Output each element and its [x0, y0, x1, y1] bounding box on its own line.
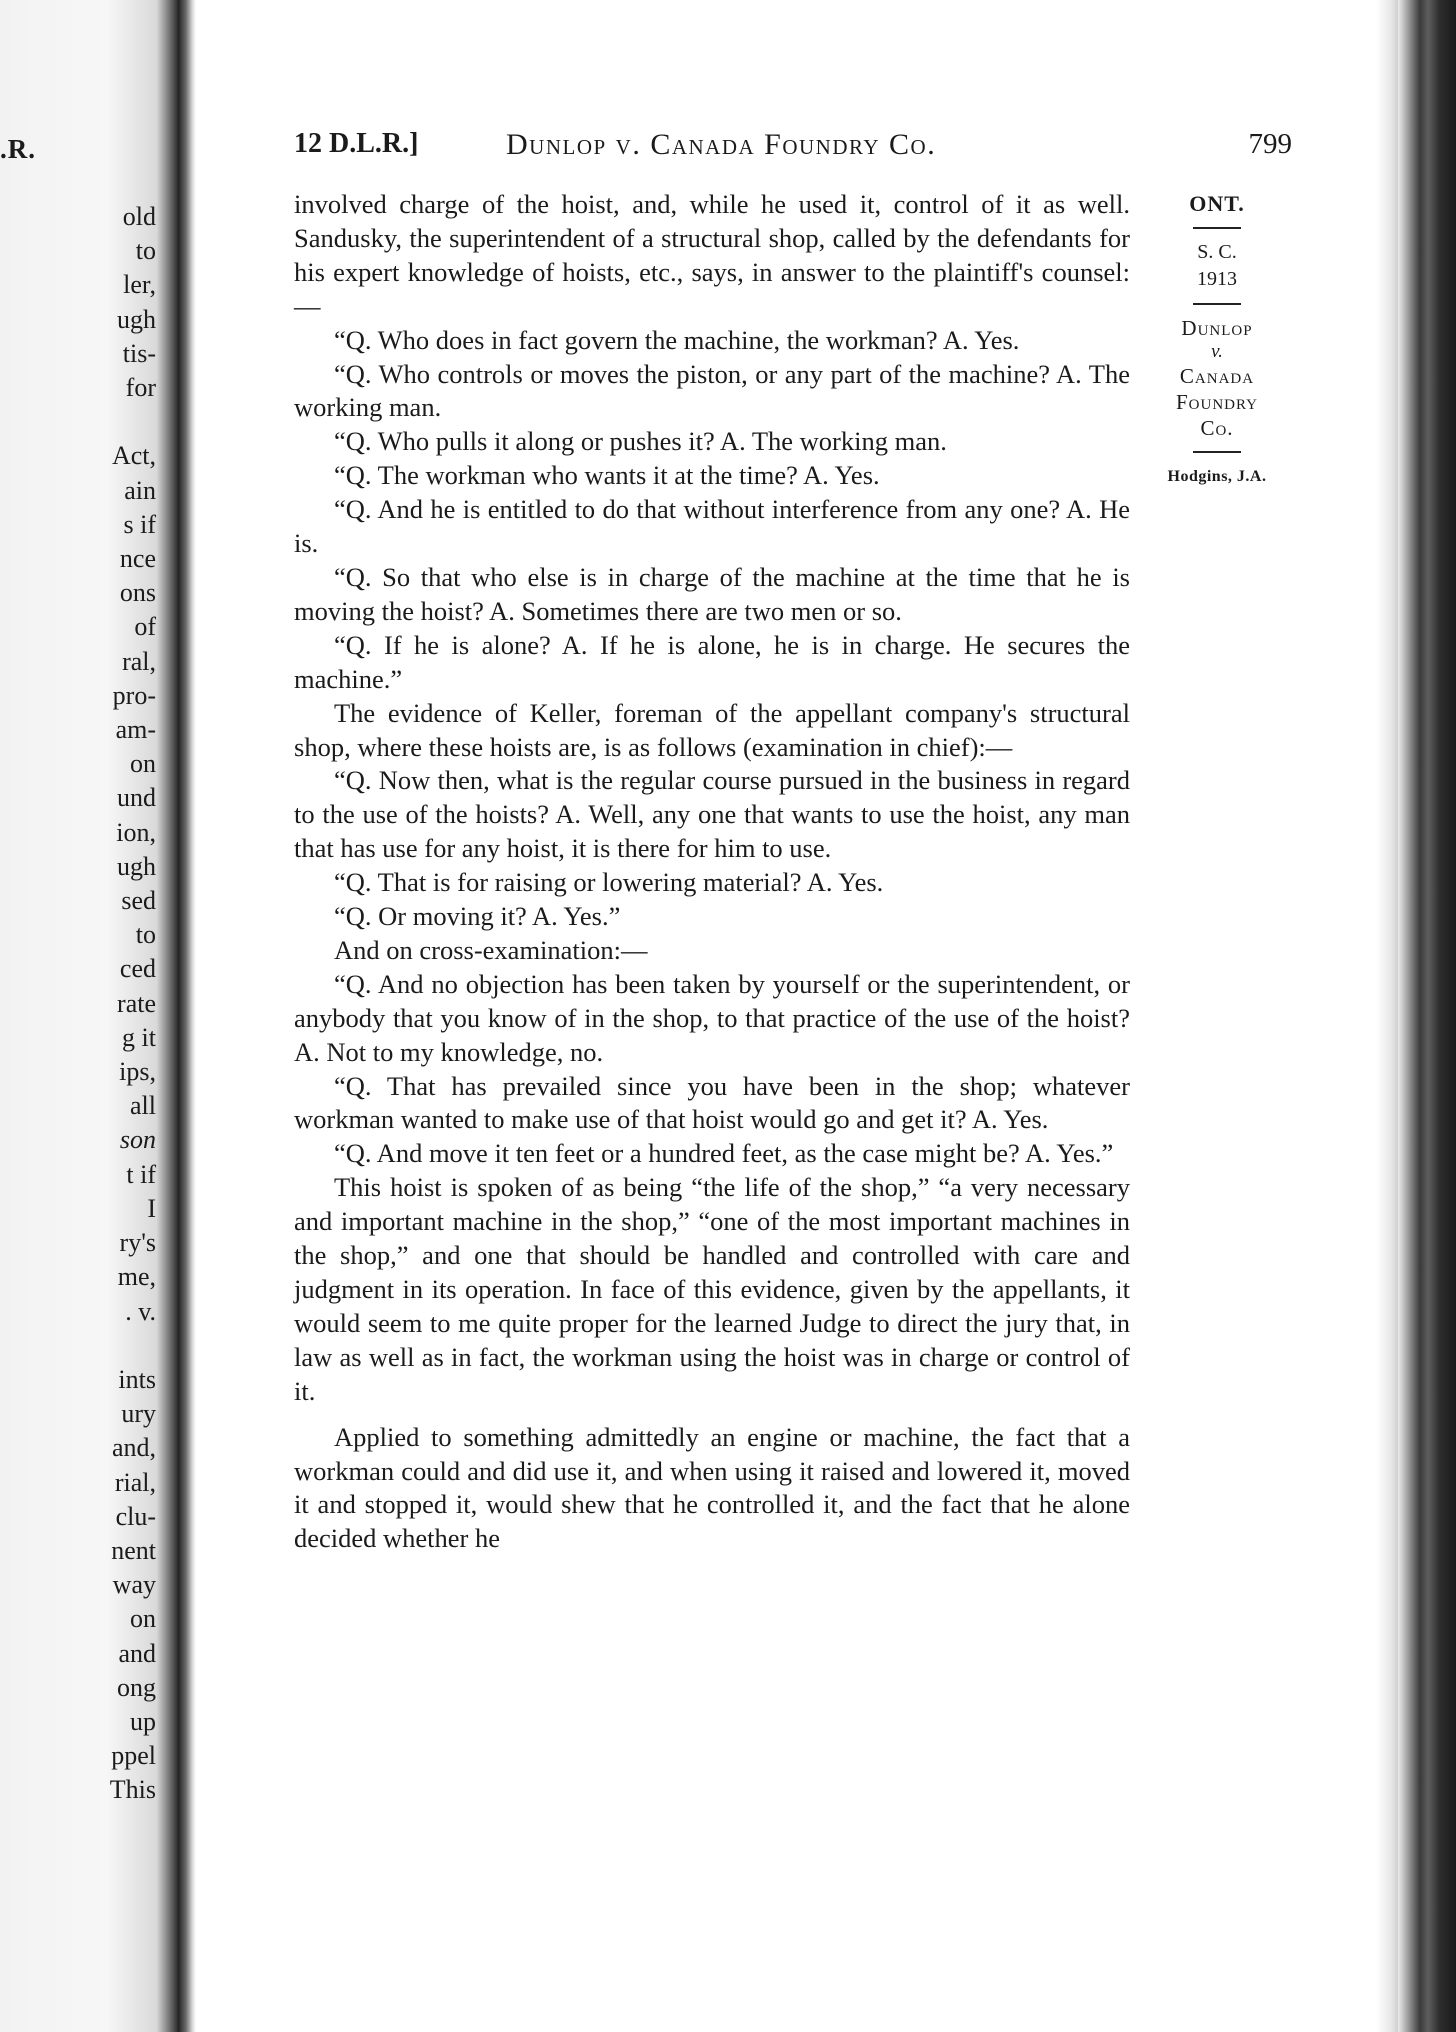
facing-page — [0, 0, 178, 2032]
facing-page-text — [6, 200, 156, 1808]
paragraph: involved charge of the hoist, and, while he used it, control of it as well. Sandusky, the superintendent of a structural shop, called by the defendants for his expert knowledge of hoists, etc., says, in answer to the plaintiff's counsel:— — [294, 189, 1130, 321]
testimony-paragraph: “Q. So that who else is in charge of the machine at the time that he is moving the hoist? A. Sometimes there are two men or so. — [294, 561, 1130, 626]
facing-line: nent — [111, 1535, 156, 1565]
facing-line: ppel — [111, 1741, 156, 1771]
testimony-paragraph: “Q. Who pulls it along or pushes it? A. The working man. — [334, 426, 947, 457]
facing-line: t if — [126, 1159, 156, 1189]
facing-line: ugh — [117, 851, 156, 881]
volume-reference: 12 D.L.R.] — [294, 128, 419, 159]
testimony-paragraph: “Q. That is for raising or lowering material? A. Yes. — [334, 867, 884, 898]
side-rule — [1193, 303, 1241, 305]
facing-line: nce — [119, 544, 156, 574]
facing-line: all — [130, 1091, 156, 1121]
facing-line: ain — [124, 475, 156, 505]
facing-line: up — [130, 1706, 156, 1736]
facing-line: This — [109, 1775, 156, 1805]
facing-page-header: .R. — [0, 134, 36, 164]
facing-line: ips, — [119, 1057, 156, 1087]
facing-line: I — [147, 1193, 156, 1223]
facing-line: ints — [118, 1364, 156, 1394]
side-rule — [1193, 227, 1241, 229]
facing-line: g it — [122, 1022, 156, 1052]
testimony-paragraph: “Q. That has prevailed since you have been in the shop; whatever workman wanted to make use of that hoist would go and get it? A. Yes. — [294, 1070, 1130, 1135]
facing-line: son — [119, 1125, 156, 1155]
facing-line: on — [130, 749, 156, 779]
judge-name: Hodgins, J.A. — [1167, 468, 1267, 485]
running-header — [294, 128, 1292, 168]
facing-line — [6, 405, 156, 439]
facing-line: and, — [111, 1433, 156, 1463]
facing-line: s if — [123, 509, 156, 539]
facing-line: sed — [121, 886, 156, 916]
testimony-paragraph: “Q. Who controls or moves the piston, or any part of the machine? A. The working man. — [294, 358, 1130, 423]
testimony-paragraph: “Q. Or moving it? A. Yes.” — [334, 901, 621, 932]
facing-line: am- — [115, 715, 156, 745]
facing-line: old — [122, 202, 156, 231]
body-text — [294, 188, 1130, 1556]
testimony-paragraph: “Q. And he is entitled to do that without interference from any one? A. He is. — [294, 494, 1130, 559]
facing-line: ugh — [117, 304, 156, 334]
facing-line: ry's — [119, 1228, 156, 1258]
page-margin-shade — [1376, 0, 1398, 2032]
facing-line: ral, — [122, 646, 156, 676]
facing-line: clu- — [115, 1501, 156, 1531]
facing-line: for — [125, 373, 156, 403]
facing-line: ong — [117, 1672, 156, 1702]
party-two-line-3: Co. — [1200, 416, 1234, 440]
paragraph: This hoist is spoken of as being “the life of the shop,” “a very necessary and important machine in the shop,” “one of the most important machines in the shop,” and one that should be handled and controlled with care and judgment in its operation. In face of this evidence, given by the appellants, it would seem to me quite proper for the learned Judge to direct the jury that, in law as well as in fact, the workman using the hoist was in charge or control of it. — [294, 1172, 1130, 1406]
year: 1913 — [1197, 268, 1237, 290]
facing-line: of — [134, 612, 156, 642]
facing-line: rial, — [114, 1467, 156, 1497]
party-two-line-2: Foundry — [1175, 390, 1259, 414]
facing-line: rate — [117, 988, 156, 1018]
testimony-paragraph: “Q. Who does in fact govern the machine, the workman? A. Yes. — [334, 324, 1020, 355]
facing-line: ced — [119, 954, 156, 984]
facing-line — [6, 1329, 156, 1363]
paragraph: Applied to something admittedly an engine or machine, the fact that a workman could and did use it, and when using it raised and lowered it, moved it and stopped it, would shew that he controlled it, and the fact that he alone decided whether he — [294, 1421, 1130, 1554]
book-gutter — [178, 0, 196, 2032]
facing-line: way — [112, 1570, 156, 1600]
paragraph: And on cross-examination:— — [334, 934, 648, 965]
testimony-paragraph: “Q. Now then, what is the regular course pursued in the business in regard to the use of the hoists? A. Well, any one that wants to use the hoist, any man that has use for any hoist, it is there for him to use. — [294, 765, 1130, 864]
page-number: 799 — [1248, 128, 1292, 160]
facing-line: . v. — [125, 1296, 156, 1326]
facing-line: to — [135, 236, 156, 266]
testimony-paragraph: “Q. And move it ten feet or a hundred feet, as the case might be? A. Yes.” — [334, 1138, 1114, 1169]
party-one: Dunlop — [1181, 316, 1253, 340]
facing-line: pro- — [112, 680, 156, 710]
party-two-line-1: Canada — [1179, 364, 1255, 388]
facing-line: and — [118, 1638, 156, 1668]
facing-line: ury — [121, 1399, 156, 1429]
paragraph: The evidence of Keller, foreman of the appellant company's structural shop, where these hoists are, is as follows (examination in chief):— — [294, 697, 1130, 762]
facing-line: Act, — [111, 441, 156, 471]
versus: v. — [1211, 341, 1223, 362]
facing-line: und — [117, 783, 156, 813]
facing-line: ler, — [123, 270, 156, 300]
facing-line: ons — [119, 578, 156, 608]
testimony-paragraph: “Q. The workman who wants it at the time? A. Yes. — [334, 460, 880, 491]
facing-line: me, — [117, 1262, 156, 1292]
jurisdiction: ONT. — [1189, 191, 1245, 216]
case-title: Dunlop v. Canada Foundry Co. — [506, 128, 937, 161]
book-page-edge — [1398, 0, 1456, 2032]
testimony-paragraph: “Q. If he is alone? A. If he is alone, he is in charge. He secures the machine.” — [294, 629, 1130, 694]
testimony-paragraph: “Q. And no objection has been taken by yourself or the superintendent, or anybody that you know of in the shop, to that practice of the use of the hoist? A. Not to my knowledge, no. — [294, 968, 1130, 1067]
facing-line: ion, — [116, 817, 156, 847]
side-note — [1150, 190, 1284, 490]
court: S. C. — [1197, 241, 1237, 263]
facing-line: tis- — [122, 338, 156, 368]
facing-line: to — [135, 920, 156, 950]
facing-line: on — [130, 1604, 156, 1634]
side-rule — [1193, 451, 1241, 453]
